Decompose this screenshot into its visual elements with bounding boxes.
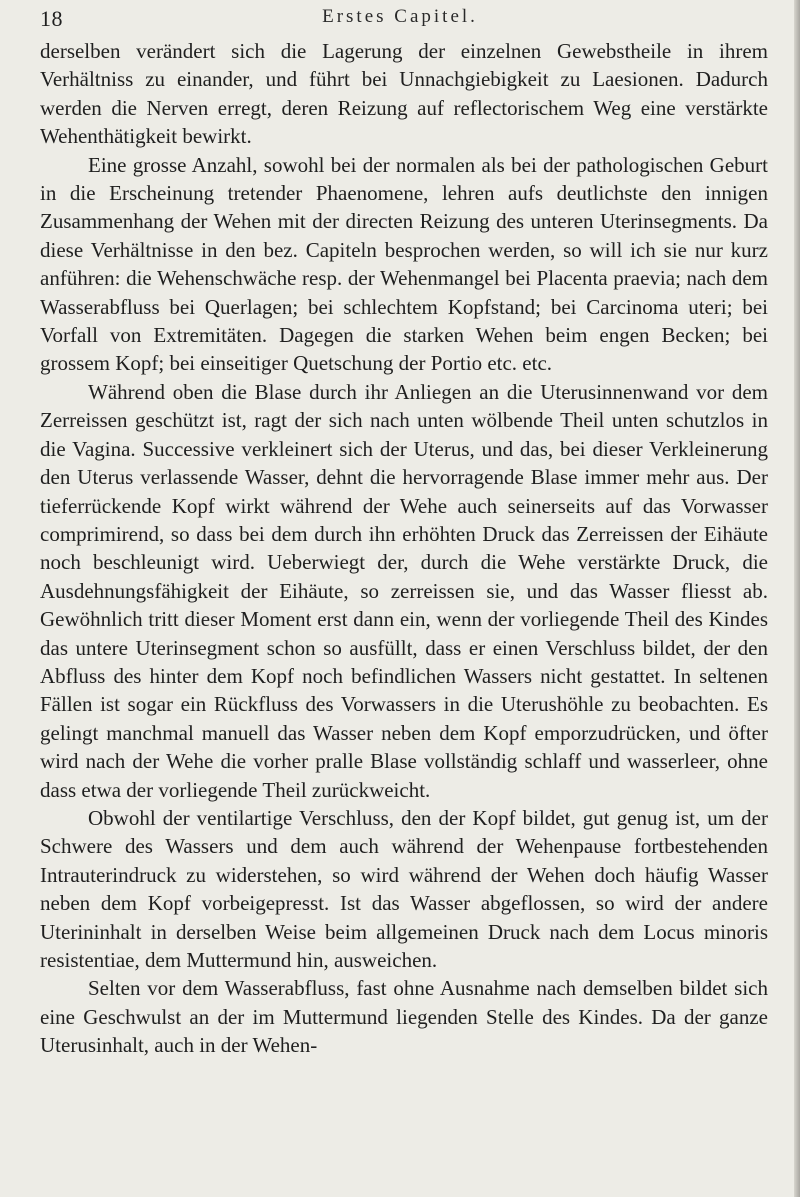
paragraph-5: Selten vor dem Wasserabfluss, fast ohne Ausnahme nach demselben bildet sich eine Geschwulst an der im Muttermund liegenden Stelle des Kindes. Da der ganze Uterusinhalt, auch in der Wehen- [40, 976, 768, 1058]
paragraph-3: Während oben die Blase durch ihr Anliegen an die Uterusinnenwand vor dem Zerreissen geschützt ist, ragt der sich nach unten wölbende Theil unten schutzlos in die Vagina. Successive verkleinert sich der Uterus, und das, bei dieser Verkleinerung den Uterus verlassende Wasser, dehnt die hervorragende Blase immer mehr aus. Der tieferrückende Kopf wirkt während der Wehe auch seinerseits auf das Vorwasser comprimirend, so dass bei dem durch ihn erhöhten Druck das Zerreissen der Eihäute noch beschleunigt wird. Ueberwiegt der, durch die Wehe verstärkte Druck, die Ausdehnungsfähigkeit der Eihäute, so zerreissen sie, und das Wasser fliesst ab. Gewöhnlich tritt dieser Moment erst dann ein, wenn der vorliegende Theil des Kindes das untere Uterinsegment schon so ausfüllt, dass er einen Verschluss bildet, der den Abfluss des hinter dem Kopf noch befindlichen Wassers nicht gestattet. In seltenen Fällen ist sogar ein Rückfluss des Vorwassers in die Uterushöhle zu beobachten. Es gelingt manchmal manuell das Wasser neben dem Kopf emporzudrücken, und öfter wird nach der Wehe die vorher pralle Blase vollständig schlaff und wasserleer, ohne dass etwa der vorliegende Theil zurückweicht. [40, 379, 768, 802]
running-head: Erstes Capitel. [322, 6, 478, 27]
paragraph-1: derselben verändert sich die Lagerung der einzelnen Gewebstheile in ihrem Verhältniss zu einander, und führt bei Unnachgiebigkeit zu Laesionen. Dadurch werden die Nerven erregt, deren Reizung auf reflectorischem Weg eine verstärkte Wehenthätigkeit bewirkt. [40, 39, 768, 149]
page-number: 18 [40, 6, 63, 31]
paragraph-4: Obwohl der ventilartige Verschluss, den der Kopf bildet, gut genug ist, um der Schwere des Wassers und dem auch während der Wehenpause fortbestehenden Intrauterindruck zu widerstehen, so wird während der Wehen doch häufig Wasser neben dem Kopf vorbeigepresst. Ist das Wasser abgeflossen, so wird der andere Uterininhalt in derselben Weise beim allgemeinen Druck nach dem Locus minoris resistentiae, dem Muttermund hin, ausweichen. [40, 805, 768, 972]
body-text [40, 37, 768, 1060]
page-edge-shadow [794, 0, 800, 1197]
page-header [40, 6, 760, 34]
paragraph-2: Eine grosse Anzahl, sowohl bei der normalen als bei der pathologischen Geburt in die Erscheinung tretender Phaenomene, lehren aufs deutlichste den innigen Zusammenhang der Wehen mit der directen Reizung des unteren Uterinsegments. Da diese Verhältnisse in den bez. Capiteln besprochen werden, so will ich sie nur kurz anführen: die Wehenschwäche resp. der Wehenmangel bei Placenta praevia; nach dem Wasserabfluss bei Querlagen; bei schlechtem Kopfstand; bei Carcinoma uteri; bei Vorfall von Extremitäten. Dagegen die starken Wehen beim engen Becken; bei grossem Kopf; bei einseitiger Quetschung der Portio etc. etc. [40, 152, 768, 376]
